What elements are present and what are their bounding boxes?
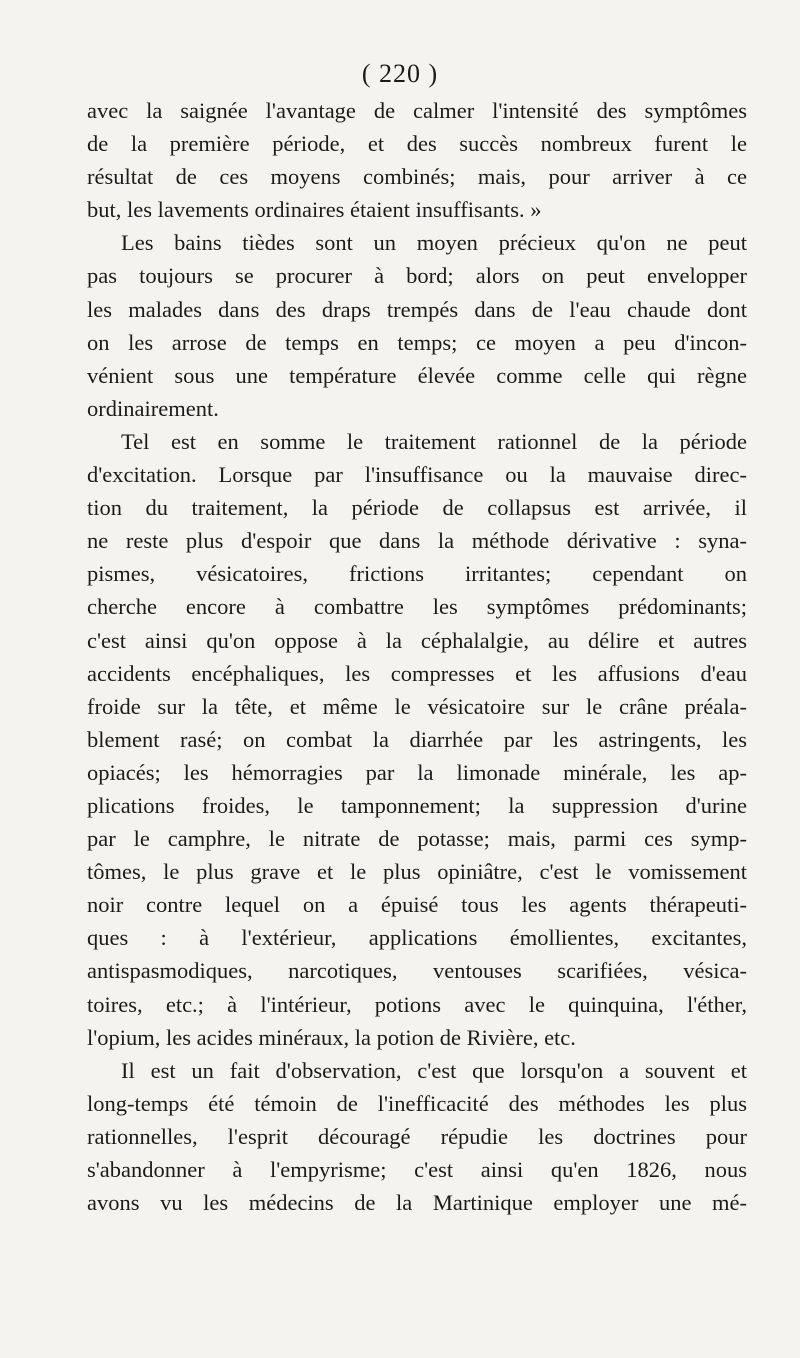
text-line: on les arrose de temps en temps; ce moyen a peu d'incon- — [87, 329, 747, 355]
text-line: ques : à l'extérieur, applications émollientes, excitantes, — [87, 925, 747, 951]
text-line: pismes, vésicatoires, frictions irritantes; cependant on — [87, 561, 747, 587]
text-line: l'opium, les acides minéraux, la potion de Rivière, etc. — [87, 1024, 576, 1050]
text-line: tion du traitement, la période de collapsus est arrivée, il — [87, 495, 747, 521]
text-line: cherche encore à combattre les symptômes prédominants; — [87, 594, 747, 620]
body-text — [87, 94, 747, 1219]
text-line: opiacés; les hémorragies par la limonade minérale, les ap- — [87, 759, 747, 785]
text-line: avec la saignée l'avantage de calmer l'intensité des symptômes — [87, 98, 747, 123]
text-line: avons vu les médecins de la Martinique employer une mé- — [87, 1190, 747, 1216]
text-line: rationnelles, l'esprit découragé répudie les doctrines pour — [87, 1123, 747, 1149]
text-line: les malades dans des draps trempés dans de l'eau chaude dont — [87, 296, 747, 322]
text-line: accidents encéphaliques, les compresses et les affusions d'eau — [87, 660, 747, 686]
text-line: Il est un fait d'observation, c'est que lorsqu'on a souvent et — [121, 1057, 747, 1083]
text-line: c'est ainsi qu'on oppose à la céphalalgie, au délire et autres — [87, 627, 747, 653]
text-line: vénient sous une température élevée comme celle qui règne — [87, 362, 747, 388]
text-line: résultat de ces moyens combinés; mais, pour arriver à ce — [87, 164, 747, 190]
text-line: Les bains tièdes sont un moyen précieux qu'on ne peut — [121, 230, 747, 256]
page-number: ( 220 ) — [361, 59, 439, 88]
text-line: par le camphre, le nitrate de potasse; mais, parmi ces symp- — [87, 826, 747, 852]
text-line: but, les lavements ordinaires étaient insuffisants. » — [87, 197, 542, 223]
text-line: froide sur la tête, et même le vésicatoire sur le crâne préala- — [87, 693, 747, 719]
text-line: ne reste plus d'espoir que dans la méthode dérivative : syna- — [87, 528, 747, 554]
text-line: antispasmodiques, narcotiques, ventouses scarifiées, vésica- — [87, 958, 747, 984]
text-line: ordinairement. — [87, 395, 219, 421]
text-line: blement rasé; on combat la diarrhée par les astringents, les — [87, 726, 747, 752]
text-line: long-temps été témoin de l'inefficacité des méthodes les plus — [87, 1090, 747, 1116]
text-line: d'excitation. Lorsque par l'insuffisance ou la mauvaise direc- — [87, 462, 747, 488]
text-line: pas toujours se procurer à bord; alors on peut envelopper — [87, 263, 747, 289]
text-line: s'abandonner à l'empyrisme; c'est ainsi qu'en 1826, nous — [87, 1157, 747, 1182]
text-line: tômes, le plus grave et le plus opiniâtre, c'est le vomissement — [87, 859, 747, 885]
text-line: plications froides, le tamponnement; la suppression d'urine — [87, 792, 747, 818]
text-line: de la première période, et des succès nombreux furent le — [87, 131, 747, 157]
text-line: noir contre lequel on a épuisé tous les agents thérapeuti- — [87, 892, 747, 918]
text-line: Tel est en somme le traitement rationnel de la période — [121, 428, 747, 454]
text-line: toires, etc.; à l'intérieur, potions avec le quinquina, l'éther, — [87, 991, 747, 1017]
